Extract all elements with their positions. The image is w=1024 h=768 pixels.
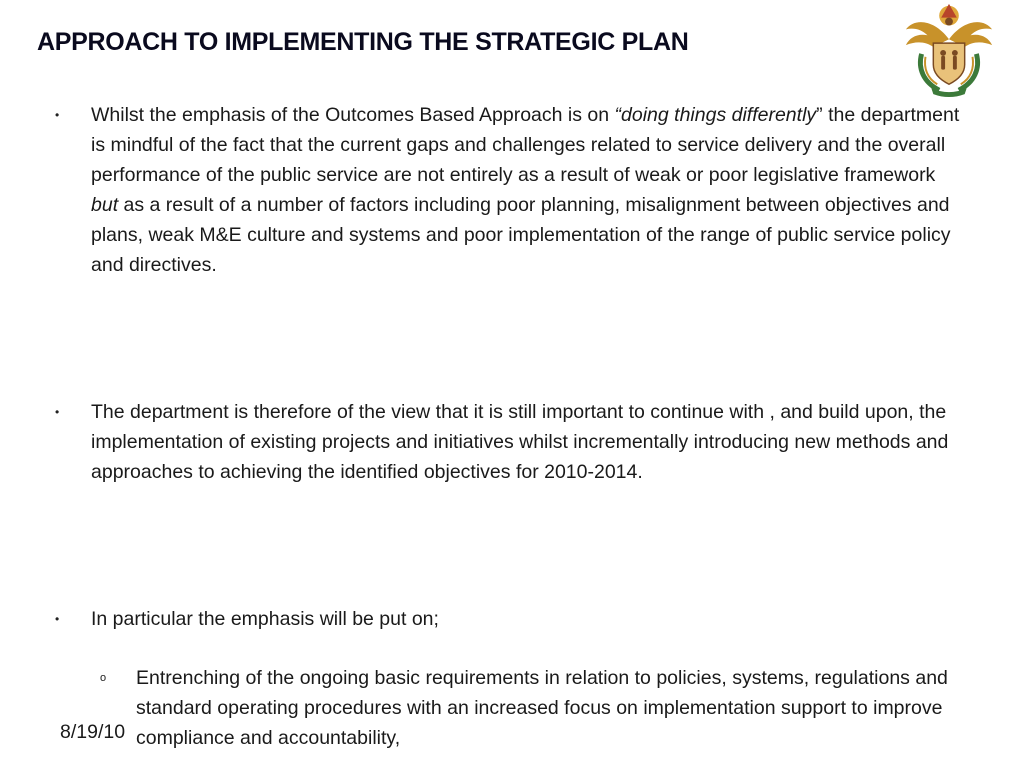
bullet-1-text-start: Whilst the emphasis of the Outcomes Based Approach is on <box>91 104 615 126</box>
bullet-marker: • <box>55 108 60 122</box>
bullet-paragraph-3: In particular the emphasis will be put on; <box>91 608 439 630</box>
bullet-paragraph-1 <box>91 100 961 280</box>
sub-bullet-paragraph-1: Entrenching of the ongoing basic requirements in relation to policies, systems, regulations and standard operating procedures with an increased focus on implementation support to improve compliance and accountability, <box>136 667 948 749</box>
footer-date: 8/19/10 <box>60 721 126 743</box>
bullet-marker: • <box>55 405 60 419</box>
coat-of-arms-icon <box>900 0 998 98</box>
bullet-1-text-end: as a result of a number of factors including poor planning, misalignment between objectives and plans, weak M&E culture and systems and poor implementation of the range of public service policy and directives. <box>91 194 951 276</box>
bullet-1-text-middle: ” the department is mindful of the fact that the current gaps and challenges related to service delivery and the overall performance of the public service are not entirely as a result of weak or poor legislative framework <box>91 104 960 186</box>
bullet-1-italic-phrase: “doing things differently <box>614 104 817 126</box>
bullet-marker: • <box>55 612 60 626</box>
bullet-paragraph-2: The department is therefore of the view that it is still important to continue with , and build upon, the implementation of existing projects and initiatives whilst incrementally introducing new methods and approaches to achieving the identified objectives for 2010-2014. <box>91 401 949 483</box>
sub-bullet-marker: o <box>100 672 107 684</box>
slide-title: APPROACH TO IMPLEMENTING THE STRATEGIC PLAN <box>37 28 689 56</box>
bullet-1-italic-but: but <box>91 194 119 216</box>
